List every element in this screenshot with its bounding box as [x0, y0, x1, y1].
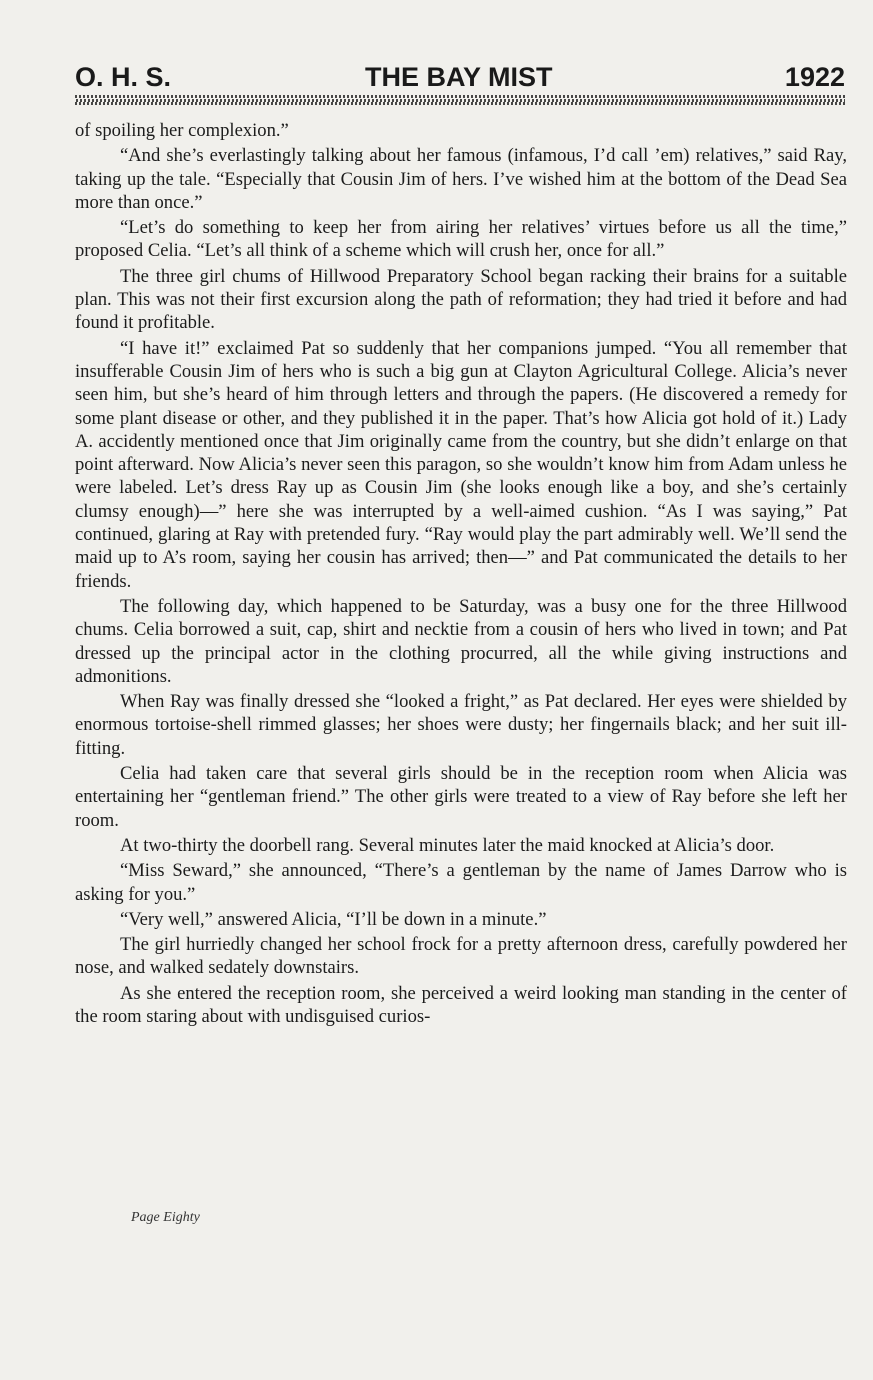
paragraph: The three girl chums of Hillwood Preparatory School began racking their brains for a suitable plan. This was not their first excursion along the path of reformation; they had tried it before and had found it profitable.: [75, 265, 847, 334]
page-header: [75, 58, 845, 98]
paragraph: “And she’s everlastingly talking about her famous (infamous, I’d call ’em) relatives,” said Ray, taking up the tale. “Especially that Cousin Jim of hers. I’ve wished him at the bottom of the Dead Sea more than once.”: [75, 145, 847, 213]
header-school: O. H. S.: [75, 62, 172, 92]
header-title: THE BAY MIST: [365, 62, 553, 92]
paragraph: of spoiling her complexion.”: [75, 120, 289, 141]
paragraph: “Very well,” answered Alicia, “I’ll be down in a minute.”: [120, 908, 547, 930]
paragraph: “I have it!” exclaimed Pat so suddenly that her companions jumped. “You all remember that insufferable Cousin Jim of hers who is such a big gun at Clayton Agricultural College. Alicia’s never seen him, but she’s heard of him through letters and through the papers. (He discovered a remedy for some plant disease or other, and they published it in the paper. That’s how Alicia got hold of it.) Lady A. accidently mentioned once that Jim originally came from the country, but she didn’t enlarge on that point afterward. Now Alicia’s never seen this paragon, so she wouldn’t know him from Adam unless he were labeled. Let’s dress Ray up as Cousin Jim (she looks enough like a boy, and she’s certainly clumsy enough)—” here she was interrupted by a well-aimed cushion. “As I was saying,” Pat continued, glaring at Ray with pretended fury. “Ray would play the part admirably well. We’ll send the maid up to A’s room, saying her cousin has arrived; then—” and Pat communicated the details to her friends.: [75, 337, 847, 592]
paragraph: At two-thirty the doorbell rang. Several minutes later the maid knocked at Alicia’s door.: [120, 834, 775, 856]
paragraph: “Let’s do something to keep her from airing her relatives’ virtues before us all the time,” proposed Celia. “Let’s all think of a scheme which will crush her, once for all.”: [75, 217, 847, 262]
paragraph: “Miss Seward,” she announced, “There’s a gentleman by the name of James Darrow who is asking for you.”: [75, 860, 847, 905]
paragraph: When Ray was finally dressed she “looked a fright,” as Pat declared. Her eyes were shielded by enormous tortoise-shell rimmed glasses; her shoes were dusty; her fingernails black; and her suit ill-fitting.: [75, 691, 847, 759]
header-rule: [75, 95, 845, 105]
page-number: Page Eighty: [131, 1210, 200, 1225]
story-body: [75, 119, 847, 1030]
header-year: 1922: [784, 62, 845, 92]
paragraph: As she entered the reception room, she perceived a weird looking man standing in the center of the room staring about with undisguised curios-: [75, 982, 847, 1027]
paragraph: Celia had taken care that several girls should be in the reception room when Alicia was entertaining her “gentleman friend.” The other girls were treated to a view of Ray before she left her room.: [75, 763, 847, 831]
paragraph: The following day, which happened to be Saturday, was a busy one for the three Hillwood chums. Celia borrowed a suit, cap, shirt and necktie from a cousin of hers who lived in town; and Pat dressed up the principal actor in the clothing procurred, all the while giving instructions and admonitions.: [75, 595, 847, 687]
paragraph: The girl hurriedly changed her school frock for a pretty afternoon dress, carefully powdered her nose, and walked sedately downstairs.: [75, 934, 847, 979]
